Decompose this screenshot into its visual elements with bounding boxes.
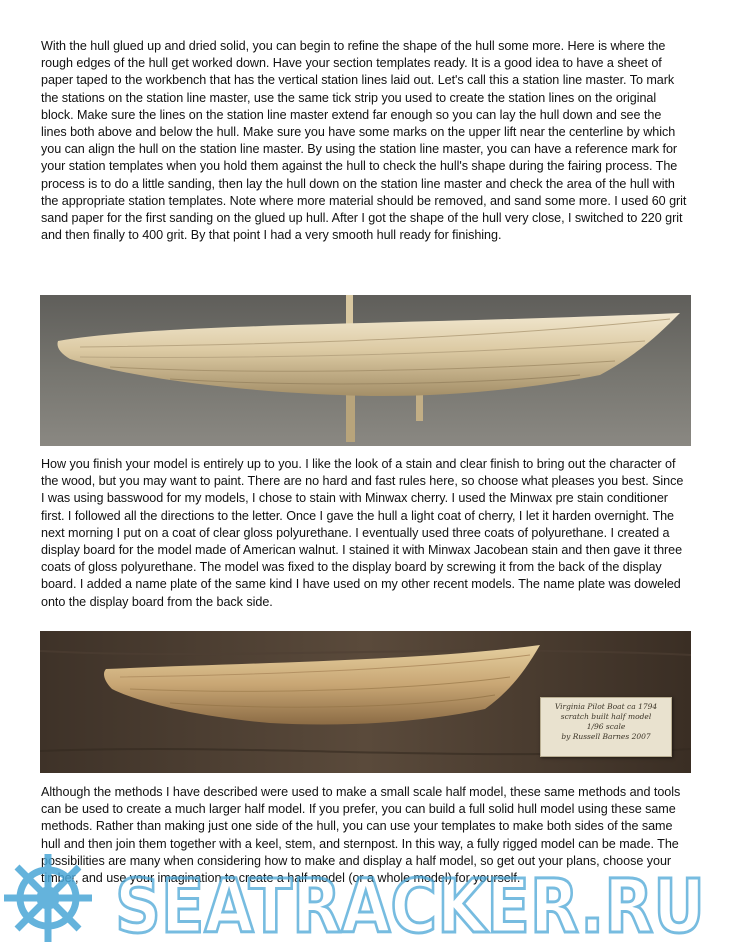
name-plate-line-2: scratch built half model (560, 712, 652, 721)
watermark-text: SEATRACKER.RU (115, 864, 705, 950)
name-plate-line-3: 1/96 scale (586, 722, 626, 731)
paragraph-sanding: With the hull glued up and dried solid, you can begin to refine the shape of the hull some more. Here is where the rough edges of the hull get worked down. Have your section templates ready. It is a good idea to have a sheet of paper taped to the workbench that has the vertical station lines laid out. Let's call this a station line master. To mark the stations on the station line master, use the same tick strip you used to create the station lines on the original block. Make sure the lines on the station line master extend far enough so you can lay the hull down and see the lines both above and below the hull. Make sure you have some marks on the upper lift near the centerline by which you can align the hull on the station line master. By using the station line master, you can have a reference mark for your station templates when you hold them against the hull to check the hull's shape during the fairing process. The process is to do a little sanding, then lay the hull down on the station line master and check the area of the hull with the appropriate station templates. Note where more material should be removed, and sand some more. I used 60 grit sand paper for the first sanding on the glued up hull. After I got the shape of the hull very close, I switched to 220 grit and then finally to 400 grit. By that point I had a very smooth hull ready for finishing. (41, 39, 687, 243)
sanded-hull-image (40, 295, 691, 446)
photo-sanded-hull (40, 295, 691, 446)
name-plate-line-4: by Russell Barnes 2007 (561, 732, 651, 741)
name-plate-line-1: Virginia Pilot Boat ca 1794 (554, 702, 658, 711)
name-plate (540, 697, 672, 757)
paragraph-closing: Although the methods I have described were used to make a small scale half model, these same methods and tools can be used to create a much larger half model. If you prefer, you can build a full solid hull model using these same methods. Rather than making just one side of the hull, you can use your templates to make both sides of the same hull and then join them together with a keel, stem, and sternpost. In this way, a fully rigged model can be made. The possibilities are many when considering how to make and display a half model, so get out your plans, choose your timber, and use your imagination to create a half model (or a whole model) for yourself. (41, 785, 681, 886)
photo-finished-half-model (40, 631, 691, 773)
paragraph-finishing: How you finish your model is entirely up to you. I like the look of a stain and clear finish to bring out the character of the wood, but you may want to paint. There are no hard and fast rules here, so choose what pleases you best. Since I was using basswood for my models, I chose to stain with Minwax cherry. I used the Minwax pre stain conditioner first. I followed all the directions to the letter. Once I gave the hull a light coat of cherry, I let it harden overnight. The next morning I put on a coat of clear gloss polyurethane. I eventually used three coats of polyurethane. I created a display board for the model made of American walnut. I stained it with Minwax Jacobean stain and then gave it three coats of gloss polyurethane. The model was fixed to the display board by screwing it from the back of the display board. I added a name plate of the same kind I have used on my other recent models. The name plate was doweled onto the display board from the back side. (41, 457, 684, 609)
